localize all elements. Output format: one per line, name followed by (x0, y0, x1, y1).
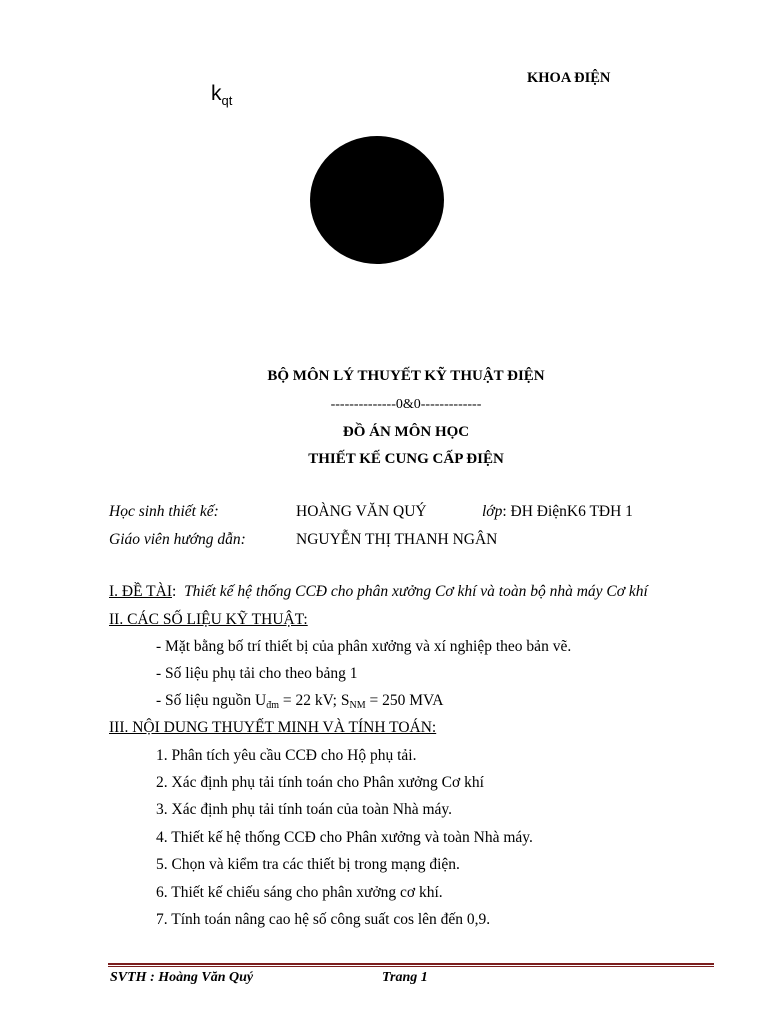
footer-author: SVTH : Hoàng Văn Quý (110, 970, 254, 985)
project-title: ĐỒ ÁN MÔN HỌC (342, 424, 470, 440)
class-info (482, 503, 633, 521)
section2-item3 (156, 692, 443, 711)
student-name: HOÀNG VĂN QUÝ (296, 503, 427, 520)
source-prefix: - Số liệu nguồn U (156, 692, 267, 709)
source-mid: = 22 kV; S (279, 692, 350, 709)
section3-item: 2. Xác định phụ tải tính toán cho Phân xưởng Cơ khí (156, 774, 484, 791)
faculty-header: KHOA ĐIỆN (527, 70, 611, 86)
department-title: BỘ MÔN LÝ THUYẾT KỸ THUẬT ĐIỆN (267, 368, 545, 384)
class-value: : ĐH ĐiệnK6 TĐH 1 (502, 503, 633, 520)
separator: --------------0&0------------- (330, 397, 482, 412)
section3-item: 4. Thiết kế hệ thống CCĐ cho Phân xưởng và toàn Nhà máy. (156, 829, 533, 846)
source-sub-dm: đm (266, 700, 279, 711)
source-suffix: = 250 MVA (365, 692, 444, 709)
section3-item: 6. Thiết kế chiếu sáng cho phân xưởng cơ khí. (156, 884, 443, 901)
section1 (109, 583, 648, 601)
teacher-label: Giáo viên hướng dẫn: (109, 531, 246, 548)
section3-item: 5. Chọn và kiểm tra các thiết bị trong mạng điện. (156, 856, 460, 873)
section1-colon: : (172, 583, 177, 600)
footer-divider (108, 963, 714, 965)
section2-item1: - Mặt bằng bố trí thiết bị của phân xưởng và xí nghiệp theo bản vẽ. (156, 638, 572, 655)
class-label: lớp (482, 503, 503, 520)
subject-title: THIẾT KẾ CUNG CẤP ĐIỆN (308, 451, 504, 467)
section1-text: Thiết kế hệ thống CCĐ cho phân xưởng Cơ khí và toàn bộ nhà máy Cơ khí (184, 583, 648, 600)
section2-heading: II. CÁC SỐ LIỆU KỸ THUẬT: (109, 611, 308, 628)
section2-item2: - Số liệu phụ tải cho theo bảng 1 (156, 665, 358, 682)
section3-item: 7. Tính toán nâng cao hệ số công suất cos lên đến 0,9. (156, 911, 491, 928)
logo-text (211, 82, 232, 108)
footer-divider-thin (108, 966, 714, 967)
student-label: Học sinh thiết kế: (109, 503, 219, 520)
logo-subscript: qt (221, 93, 233, 108)
logo-circle (310, 136, 444, 264)
logo-k: k (211, 82, 222, 105)
teacher-name: NGUYỄN THỊ THANH NGÂN (296, 531, 498, 548)
section1-heading: I. ĐỀ TÀI (109, 583, 172, 600)
footer-page: Trang 1 (382, 970, 428, 985)
section3-item: 1. Phân tích yêu cầu CCĐ cho Hộ phụ tải. (156, 747, 417, 764)
section3-item: 3. Xác định phụ tải tính toán của toàn Nhà máy. (156, 801, 452, 818)
section3-heading: III. NỘI DUNG THUYẾT MINH VÀ TÍNH TOÁN: (109, 719, 437, 736)
source-sub-nm: NM (349, 700, 366, 711)
